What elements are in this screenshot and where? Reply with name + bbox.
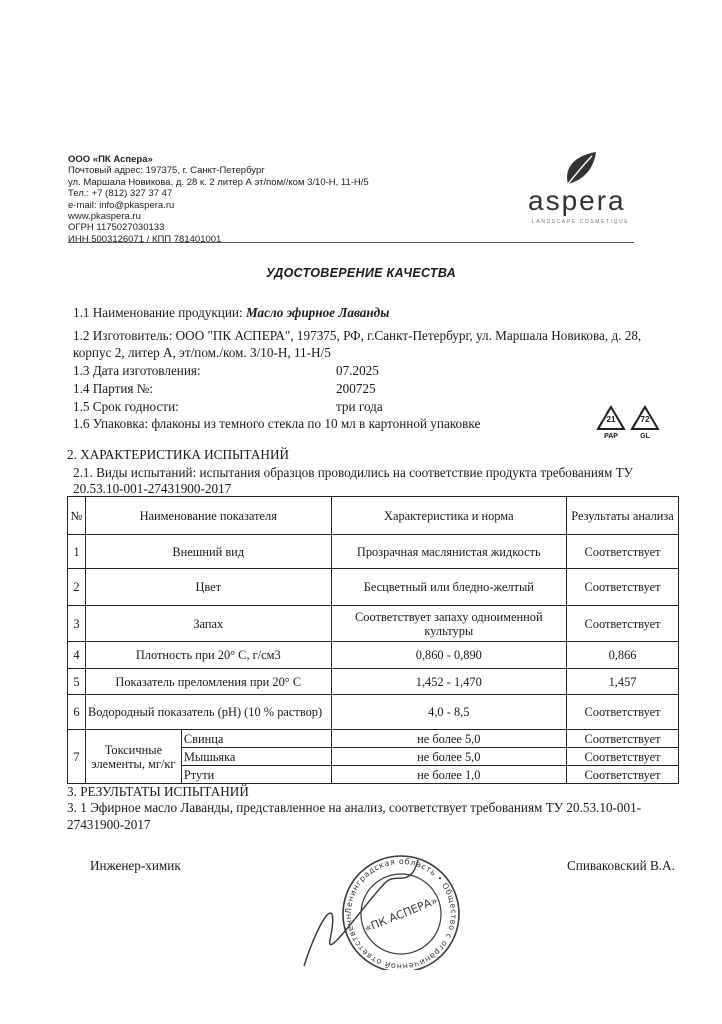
results-line-1: 3. 1 Эфирное масло Лаванды, представленное на анализ, соответствует требованиям ТУ 20.53.10-001- xyxy=(67,800,642,815)
test-results-table xyxy=(67,496,679,784)
row-norm: Бесцветный или бледно-желтый xyxy=(331,569,567,606)
row-norm: 4,0 - 8,5 xyxy=(331,695,567,730)
product-name: Масло эфирное Лаванды xyxy=(245,305,390,320)
row-result: Соответствует xyxy=(567,569,679,606)
row-name: Водородный показатель (pH) (10 % раствор) xyxy=(85,695,331,730)
row-result: Соответствует xyxy=(567,535,679,569)
stamp-ring-text: Ленинградская область • Общество с ограниченной ответственн xyxy=(343,856,459,970)
row-num: 7 xyxy=(68,730,86,784)
ogrn: ОГРН 1175027030133 xyxy=(68,222,165,234)
company-logo xyxy=(528,150,638,230)
table-row xyxy=(68,569,679,606)
email: e-mail: info@pkaspera.ru xyxy=(68,199,175,211)
signer-name: Спиваковский В.А. xyxy=(567,858,675,873)
batch-value: 200725 xyxy=(336,381,376,396)
leaf-icon xyxy=(558,150,608,186)
row-name: Показатель преломления при 20° С xyxy=(85,669,331,695)
recycle-number-pap: 21 xyxy=(606,415,616,424)
results-line-2: 27431900-2017 xyxy=(67,817,151,832)
row-result: 0,866 xyxy=(567,642,679,669)
recycle-mark-pap xyxy=(596,405,626,445)
row-norm: 1,452 - 1,470 xyxy=(331,669,567,695)
row-num: 4 xyxy=(68,642,86,669)
date-label: 1.3 Дата изготовления: xyxy=(73,363,201,378)
tests-line-2: 20.53.10-001-27431900-2017 xyxy=(73,481,232,496)
table-row xyxy=(68,730,679,748)
row-norm: не более 5,0 xyxy=(331,748,567,766)
company-name: ООО «ПК Аспера» xyxy=(68,154,153,165)
letterhead-address xyxy=(68,154,369,245)
date-value: 07.2025 xyxy=(336,363,379,378)
maker-line-1: 1.2 Изготовитель: ООО "ПК АСПЕРА", 197375, РФ, г.Санкт-Петербург, ул. Маршала Новикова, д. 28, xyxy=(73,328,642,343)
shelf-life-value: три года xyxy=(336,399,383,414)
product-line xyxy=(73,305,389,321)
row-name: Цвет xyxy=(85,569,331,606)
row-num: 3 xyxy=(68,606,86,642)
row-name: Плотность при 20° С, г/см3 xyxy=(85,642,331,669)
row-name: Внешний вид xyxy=(85,535,331,569)
row-num: 2 xyxy=(68,569,86,606)
stamp-center-text: «ПК АСПЕРА» xyxy=(362,893,440,936)
table-header-row xyxy=(68,497,679,535)
maker-line-2: корпус 2, литер А, эт/пом./ком. 3/10-Н, 11-Н/5 xyxy=(73,345,331,360)
table-row xyxy=(68,669,679,695)
row-result: Соответствует xyxy=(567,695,679,730)
row-result: Соответствует xyxy=(567,606,679,642)
table-row xyxy=(68,535,679,569)
table-row xyxy=(68,642,679,669)
stamp-seal-icon xyxy=(300,820,472,970)
row-norm: Соответствует запаху одноименной культуры xyxy=(331,606,567,642)
row-name: Запах xyxy=(85,606,331,642)
logo-tagline: LANDSCAPE COSMETIQUE xyxy=(532,219,630,225)
row-result: Соответствует xyxy=(567,730,679,748)
signer-position: Инженер-химик xyxy=(90,858,181,873)
row-result: Соответствует xyxy=(567,766,679,784)
website: www.pkaspera.ru xyxy=(68,211,141,223)
packaging: 1.6 Упаковка: флаконы из темного стекла по 10 мл в картонной упаковке xyxy=(73,416,481,431)
recycle-mark-gl xyxy=(630,405,660,445)
header-name: Наименование показателя xyxy=(85,497,331,535)
section-3-heading: 3. РЕЗУЛЬТАТЫ ИСПЫТАНИЙ xyxy=(67,784,249,799)
shelf-life-label: 1.5 Срок годности: xyxy=(73,399,179,414)
toxic-item-name: Ртути xyxy=(181,766,331,784)
header-norm: Характеристика и норма xyxy=(331,497,567,535)
inn-kpp: ИНН 5003126071 / КПП 781401001 xyxy=(68,233,222,245)
row-num: 6 xyxy=(68,695,86,730)
recycle-code-pap: PAP xyxy=(604,433,618,440)
row-num: 5 xyxy=(68,669,86,695)
batch-label: 1.4 Партия №: xyxy=(73,381,154,396)
logo-wordmark: aspera xyxy=(528,185,626,216)
header-result: Результаты анализа xyxy=(567,497,679,535)
document-title: УДОСТОВЕРЕНИЕ КАЧЕСТВА xyxy=(266,266,456,280)
street-address: ул. Маршала Новикова, д. 28 к. 2 литер А эт/пом//ком 3/10-Н, 11-Н/5 xyxy=(68,176,369,188)
recycle-code-gl: GL xyxy=(640,433,650,440)
company-stamp xyxy=(300,820,472,970)
row-norm: Прозрачная маслянистая жидкость xyxy=(331,535,567,569)
toxic-item-name: Свинца xyxy=(181,730,331,748)
row-num: 1 xyxy=(68,535,86,569)
phone: Тел.: +7 (812) 327 37 47 xyxy=(68,188,173,200)
table-row xyxy=(68,606,679,642)
row-norm: не более 5,0 xyxy=(331,730,567,748)
section-2-heading: 2. ХАРАКТЕРИСТИКА ИСПЫТАНИЙ xyxy=(67,447,289,462)
header-num: № xyxy=(68,497,86,535)
table-row xyxy=(68,695,679,730)
row-norm: не более 1,0 xyxy=(331,766,567,784)
product-label: 1.1 Наименование продукции: xyxy=(73,305,246,320)
row-norm: 0,860 - 0,890 xyxy=(331,642,567,669)
header-divider xyxy=(68,242,634,243)
row-result: Соответствует xyxy=(567,748,679,766)
postal-address: Почтовый адрес: 197375, г. Санкт-Петербург xyxy=(68,165,265,177)
tests-line-1: 2.1. Виды испытаний: испытания образцов проводились на соответствие продукта требованиям ТУ xyxy=(73,465,634,480)
toxic-item-name: Мышьяка xyxy=(181,748,331,766)
row-result: 1,457 xyxy=(567,669,679,695)
recycle-number-gl: 72 xyxy=(640,415,650,424)
toxic-elements-label: Токсичные элементы, мг/кг xyxy=(85,730,181,784)
